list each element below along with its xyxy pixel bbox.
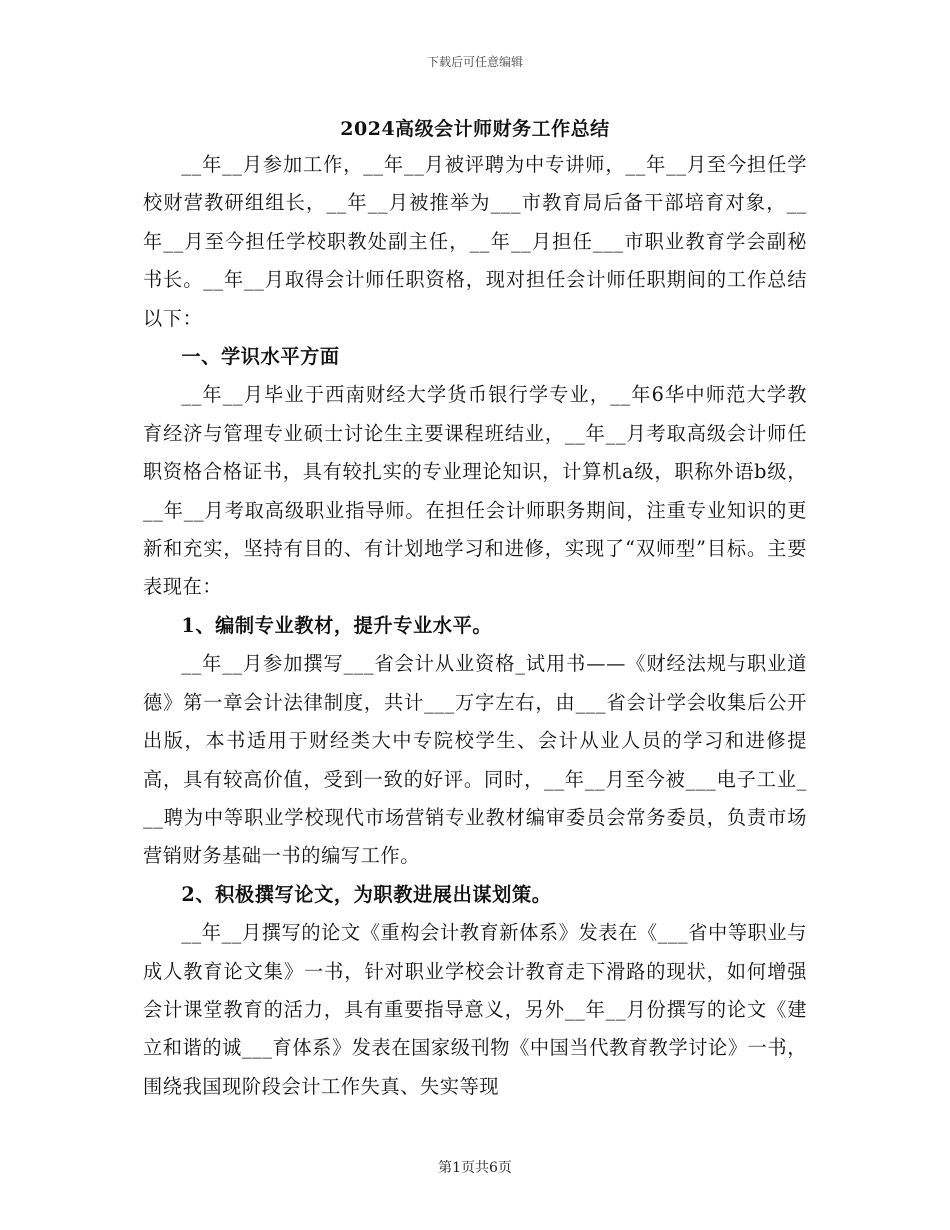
page-footer: 第1页共6页 — [438, 1160, 512, 1176]
subsection-heading: 1、编制专业教材，提升专业水平。 — [181, 613, 493, 637]
document-body — [143, 146, 807, 1106]
document-title: 2024高级会计师财务工作总结 — [340, 118, 610, 140]
header-note: 下载后可任意编辑 — [426, 55, 523, 69]
paragraph: __年__月毕业于西南财经大学货币银行学专业，__年6华中师范大学教育经济与管理专业硕士讨论生主要课程班结业，__年__月考取高级会计师任职资格合格证书，具有较扎实的专业理论知识，计算机a级，职称外语b级，__年__月考取高级职业指导师。在担任会计师职务期间，注重专业知识的更新和充实，坚持有目的、有计划地学习和进修，实现了“双师型”目标。主要表现在： — [143, 383, 807, 599]
subsection-heading: 2、积极撰写论文，为职教进展出谋划策。 — [181, 882, 552, 906]
paragraph-intro: __年__月参加工作，__年__月被评聘为中专讲师，__年__月至今担任学校财营教研组组长，__年__月被推举为___市教育局后备干部培育对象，__年__月至今担任学校职教处副主任，__年__月担任___市职业教育学会副秘书长。__年__月取得会计师任职资格，现对担任会计师任职期间的工作总结以下： — [143, 153, 807, 330]
paragraph: __年__月参加撰写___省会计从业资格_试用书——《财经法规与职业道德》第一章会计法律制度，共计___万字左右，由___省会计学会收集后公开出版，本书适用于财经类大中专院校学生、会计从业人员的学习和进修提高，具有较高价值，受到一致的好评。同时，__年__月至今被___电子工业___聘为中等职业学校现代市场营销专业教材编审委员会常务委员，负责市场营销财务基础一书的编写工作。 — [143, 652, 807, 868]
paragraph: __年__月撰写的论文《重构会计教育新体系》发表在《___省中等职业与成人教育论文集》一书，针对职业学校会计教育走下滑路的现状，如何增强会计课堂教育的活力，具有重要指导意义，另外__年__月份撰写的论文《建立和谐的诚___育体系》发表在国家级刊物《中国当代教育教学讨论》一书，围绕我国现阶段会计工作失真、失实等现 — [143, 921, 807, 1098]
section-heading: 一、学识水平方面 — [181, 345, 340, 369]
